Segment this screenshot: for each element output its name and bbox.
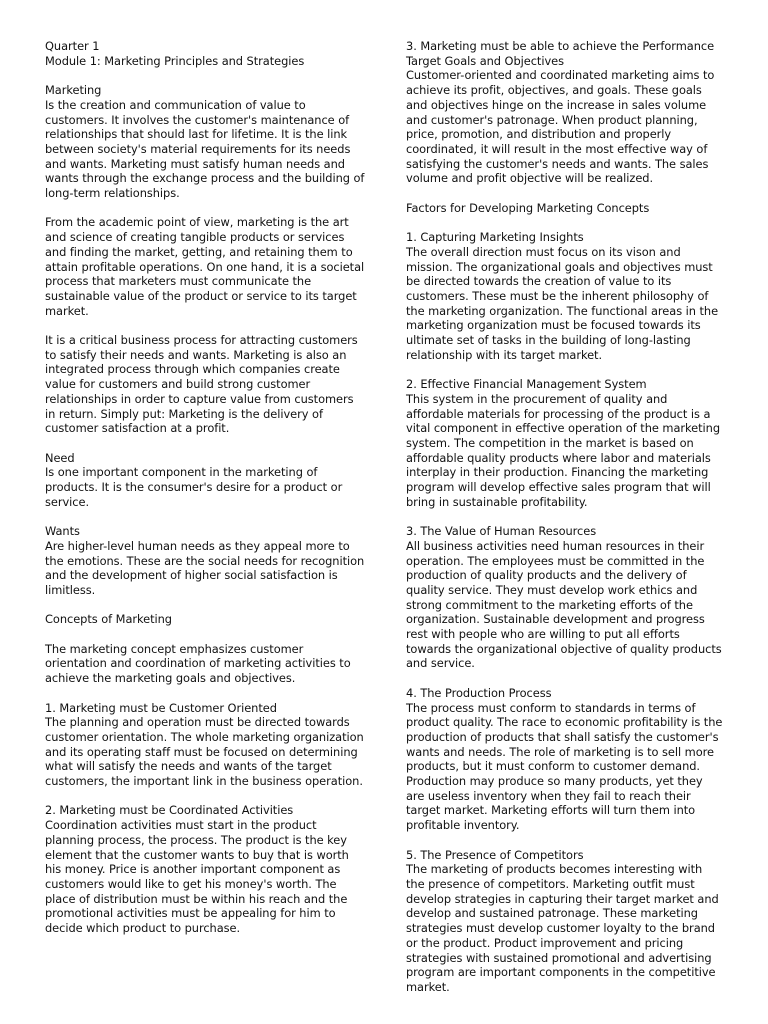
marketing-heading: Marketing [45,83,102,98]
module-title: Module 1: Marketing Principles and Strategies [45,53,305,68]
concepts-heading: Concepts of Marketing [45,612,172,627]
marketing-paragraph-1: Is the creation and communication of value to customers. It involves the customer's maintenance of relationships that should last for lifetime. It is the link between society's material requirements for its needs and wants. Marketing must satisfy human needs and wants through the exchange process and the building of long-term relationships. [45,97,365,201]
factor-1-heading: 1. Capturing Marketing Insights [406,230,584,245]
need-body: Is one important component in the marketing of products. It is the consumer's desire for a product or service. [45,465,343,509]
concept-2-body: Coordination activities must start in the product planning process, the process. The product is the key element that the customer wants to buy that is worth his money. Price is another important component as customers would like to get his money's worth. The place of distribution must be within his reach and the promotional activities must be appealing for him to decide which product to purchase. [45,818,349,936]
concept-1-heading: 1. Marketing must be Customer Oriented [45,700,277,715]
concept-1-body: The planning and operation must be directed towards customer orientation. The whole marketing organization and its operating staff must be focused on determining what will satisfy the needs and wants of the target customers, the important link in the business operation. [45,715,364,789]
left-column [45,39,367,936]
concept-3-body: Customer-oriented and coordinated marketing aims to achieve its profit, objectives, and goals. These goals and objectives hinge on the increase in sales volume and customer's patronage. When product planning, price, promotion, and distribution and properly coordinated, it will result in the most effective way of satisfying the customer's needs and wants. The sales volume and profit objective will be realized. [406,68,715,186]
factor-3-heading: 3. The Value of Human Resources [406,524,597,539]
marketing-paragraph-2: From the academic point of view, marketing is the art and science of creating tangible products or services and finding the market, getting, and retaining them to attain profitable operations. On one hand, it is a societal process that marketers must communicate the sustainable value of the product or service to its target market. [45,215,365,318]
right-column [406,39,724,995]
factors-heading: Factors for Developing Marketing Concepts [406,200,650,215]
factor-2-heading: 2. Effective Financial Management System [406,377,647,392]
factor-2-body: This system in the procurement of quality and affordable materials for processing of the product is a vital component in effective operation of the marketing system. The competition in the market is based on affordable quality products where labor and materials interplay in their production. Financing the marketing program will develop effective sales program that will bring in sustainable profitability. [406,391,721,509]
need-heading: Need [45,450,75,465]
concepts-intro: The marketing concept emphasizes customer orientation and coordination of marketing activities to achieve the marketing goals and objectives. [45,641,351,686]
factor-3-body: All business activities need human resources in their operation. The employees must be committed in the production of quality products and the delivery of quality service. They must develop work ethics and strong commitment to the marketing efforts of the organization. Sustainable development and progress rest with people who are willing to put all efforts towards the organizational objective of quality products and service. [406,538,722,671]
concept-3-heading: 3. Marketing must be able to achieve the Performance Target Goals and Objectives [406,39,715,68]
quarter-label: Quarter 1 [45,39,100,53]
wants-heading: Wants [45,524,80,539]
factor-4-heading: 4. The Production Process [406,685,552,700]
factor-4-body: The process must conform to standards in terms of product quality. The race to economic profitability is the production of products that shall satisfy the customer's wants and needs. The role of marketing is to sell more products, but it must conform to customer demand. Production may produce so many products, yet they are useless inventory when they fail to reach their target market. Marketing efforts will turn them into profitable inventory. [406,700,723,833]
marketing-paragraph-3: It is a critical business process for attracting customers to satisfy their needs and wants. Marketing is also an integrated process through which companies create value for customers and build strong customer relationships in order to capture value from customers in return. Simply put: Marketing is the delivery of customer satisfaction at a profit. [45,333,358,436]
factor-1-body: The overall direction must focus on its vison and mission. The organizational goals and objectives must be directed towards the creation of value to its customers. These must be the inherent philosophy of the marketing organization. The functional areas in the marketing organization must be focused towards its ultimate set of tasks in the building of long-lasting relationship with its target market. [406,244,719,362]
factor-5-heading: 5. The Presence of Competitors [406,847,584,862]
factor-5-body: The marketing of products becomes interesting with the presence of competitors. Marketing outfit must develop strategies in capturing their target market and develop and sustained patronage. These marketing strategies must develop customer loyalty to the brand or the product. Product improvement and pricing strategies with sustained promotional and advertising program are important components in the competitive market. [406,862,719,994]
concept-2-heading: 2. Marketing must be Coordinated Activities [45,803,294,818]
wants-body: Are higher-level human needs as they appeal more to the emotions. These are the social needs for recognition and the development of higher social satisfaction is limitless. [45,538,365,597]
